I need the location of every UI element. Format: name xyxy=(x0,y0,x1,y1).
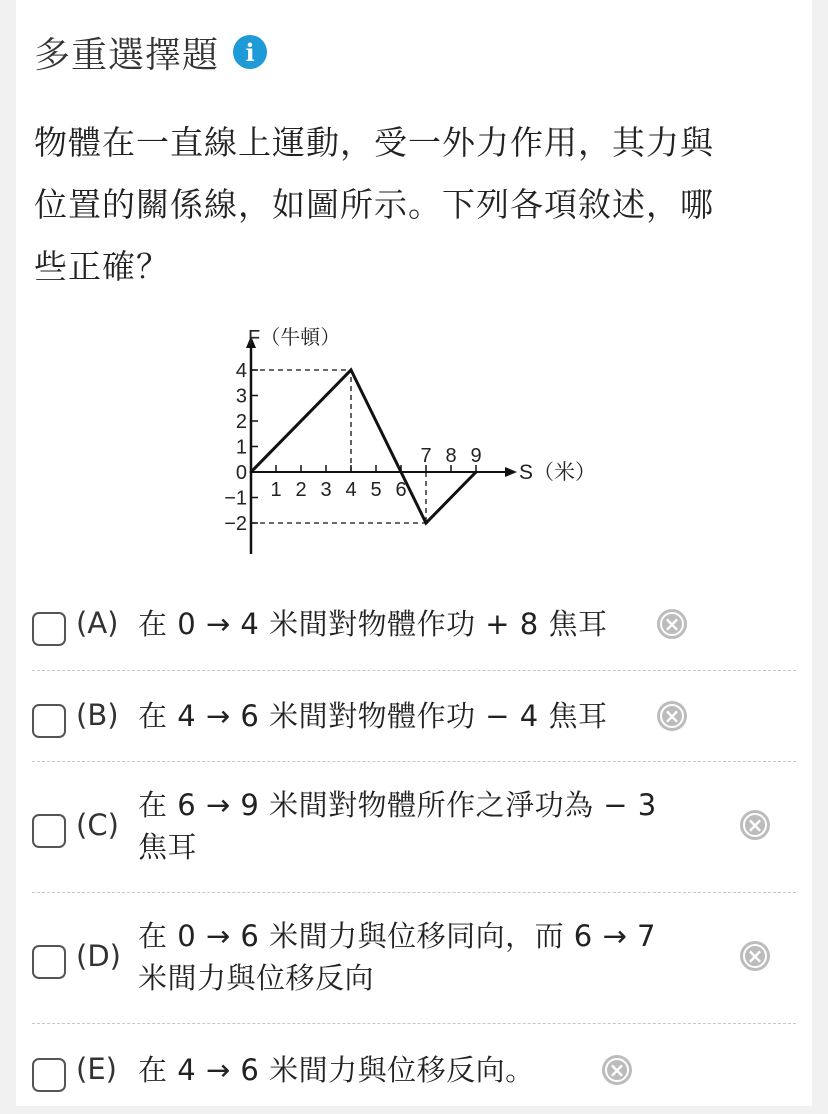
force-series-line xyxy=(251,370,476,523)
option-e[interactable] xyxy=(32,1024,796,1114)
option-d-text xyxy=(138,915,656,999)
question-card xyxy=(16,0,812,1106)
option-c-text xyxy=(138,784,657,868)
option-c-line: 在 6 → 9 米間對物體所作之淨功為 − 3 xyxy=(138,788,657,822)
x-tick-label: 5 xyxy=(370,479,382,501)
option-d-letter: (D) xyxy=(76,939,121,973)
y-tick-label: 2 xyxy=(235,411,247,433)
x-tick-label: 2 xyxy=(295,479,307,501)
option-e-checkbox[interactable] xyxy=(32,1058,66,1092)
option-a[interactable] xyxy=(32,578,796,671)
option-d-dismiss-icon[interactable]: × xyxy=(740,941,770,971)
data-point xyxy=(250,471,253,474)
y-tick-label: 1 xyxy=(235,436,247,459)
y-tick-label: 3 xyxy=(235,385,247,408)
option-c-checkbox[interactable] xyxy=(32,814,66,848)
x-tick-label: 4 xyxy=(345,479,357,501)
x-tick-label: 1 xyxy=(270,479,282,501)
option-a-dismiss-icon[interactable]: × xyxy=(657,609,687,639)
data-point xyxy=(400,471,403,474)
option-d-line: 在 0 → 6 米間力與位移同向，而 6 → 7 xyxy=(138,919,656,953)
x-axis-arrow xyxy=(505,467,517,477)
option-b[interactable] xyxy=(32,671,796,762)
x-tick-label: 6 xyxy=(395,479,407,501)
info-icon[interactable]: i xyxy=(233,35,267,69)
question-text xyxy=(34,112,774,298)
option-e-letter: (E) xyxy=(76,1052,117,1086)
question-line: 些正確？ xyxy=(34,247,170,286)
data-point xyxy=(475,471,478,474)
question-line: 位置的關係線，如圖所示。下列各項敘述，哪 xyxy=(34,185,714,224)
option-c-line: 焦耳 xyxy=(138,830,198,864)
y-axis-label: F（牛頓） xyxy=(248,327,341,349)
option-c-letter: (C) xyxy=(76,808,119,842)
option-b-dismiss-icon[interactable]: × xyxy=(657,701,687,731)
option-d-line: 米間力與位移反向 xyxy=(138,961,375,995)
data-point xyxy=(425,522,428,525)
x-tick-label: 8 xyxy=(445,445,457,467)
option-c-dismiss-icon[interactable]: × xyxy=(740,810,770,840)
y-tick-label: −2 xyxy=(224,513,247,535)
option-e-dismiss-icon[interactable]: × xyxy=(602,1055,632,1085)
option-b-checkbox[interactable] xyxy=(32,704,66,738)
y-tick-label: 4 xyxy=(235,360,247,382)
x-axis-label: S（米） xyxy=(519,461,597,484)
data-point xyxy=(350,369,353,372)
force-position-graph xyxy=(211,318,611,572)
chart-marks xyxy=(224,360,481,535)
question-line: 物體在一直線上運動，受一外力作用，其力與 xyxy=(34,123,714,162)
x-tick-label: 7 xyxy=(420,445,432,467)
options-list xyxy=(32,578,796,1114)
option-b-letter: (B) xyxy=(76,698,119,732)
page-title: 多重選擇題 xyxy=(34,34,220,76)
y-tick-label: −1 xyxy=(224,487,247,510)
chart-svg xyxy=(211,318,611,568)
option-c[interactable] xyxy=(32,762,796,893)
option-a-checkbox[interactable] xyxy=(32,612,66,646)
x-tick-label: 9 xyxy=(470,445,482,467)
option-a-letter: (A) xyxy=(76,606,119,640)
option-d[interactable] xyxy=(32,893,796,1024)
option-e-text: 在 4 → 6 米間力與位移反向。 xyxy=(138,1053,535,1087)
option-d-checkbox[interactable] xyxy=(32,945,66,979)
x-tick-label: 3 xyxy=(320,479,332,501)
header xyxy=(34,28,267,76)
option-a-text: 在 0 → 4 米間對物體作功 + 8 焦耳 xyxy=(138,607,608,641)
option-b-text: 在 4 → 6 米間對物體作功 − 4 焦耳 xyxy=(138,699,608,733)
y-tick-label: 0 xyxy=(235,462,247,484)
